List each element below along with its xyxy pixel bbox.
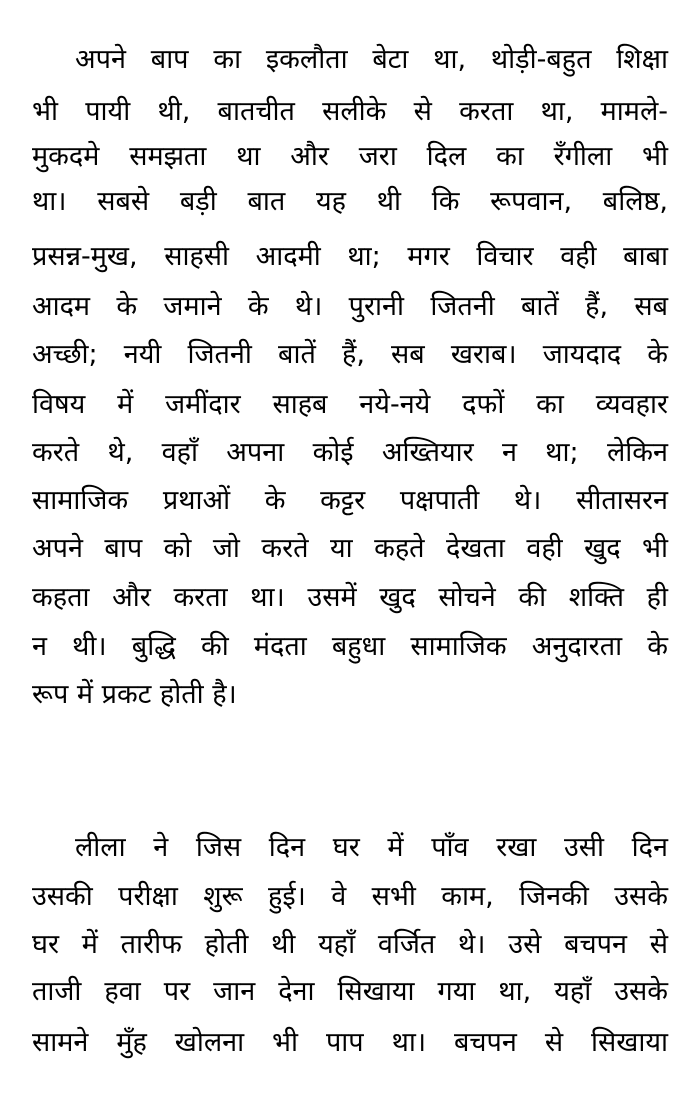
text-line: भी पायी थी, बातचीत सलीके से करता था, मामले- bbox=[32, 96, 668, 127]
text-line: कहता और करता था। उसमें खुद सोचने की शक्ति ही bbox=[32, 582, 668, 613]
text-line: अपने बाप का इकलौता बेटा था, थोड़ी-बहुत शिक्षा bbox=[75, 44, 668, 75]
text-line: सामाजिक प्रथाओं के कट्टर पक्षपाती थे। सीतासरन bbox=[32, 485, 668, 516]
text-line: ताजी हवा पर जान देना सिखाया गया था, यहाँ उसके bbox=[32, 976, 668, 1007]
text-line: विषय में जमींदार साहब नये-नये दफों का व्यवहार bbox=[32, 389, 668, 420]
text-line: रूप में प्रकट होती है। bbox=[32, 679, 237, 710]
text-line: अच्छी; नयी जितनी बातें हैं, सब खराब। जायदाद के bbox=[32, 339, 668, 370]
text-line: मुकदमे समझता था और जरा दिल का रँगीला भी bbox=[32, 141, 668, 172]
text-line: लीला ने जिस दिन घर में पाँव रखा उसी दिन bbox=[75, 832, 668, 863]
text-line: अपने बाप को जो करते या कहते देखता वही खुद भी bbox=[32, 533, 668, 564]
text-line: प्रसन्न-मुख, साहसी आदमी था; मगर विचार वही बाबा bbox=[32, 241, 668, 272]
text-line: करते थे, वहाँ अपना कोई अख्तियार न था; लेकिन bbox=[32, 437, 668, 468]
text-line: था। सबसे बड़ी बात यह थी कि रूपवान, बलिष्ठ, bbox=[32, 186, 668, 217]
text-line: उसकी परीक्षा शुरू हुई। वे सभी काम, जिनकी उसके bbox=[32, 881, 668, 912]
text-line: आदम के जमाने के थे। पुरानी जितनी बातें हैं, सब bbox=[32, 291, 668, 322]
text-line: घर में तारीफ होती थी यहाँ वर्जित थे। उसे बचपन से bbox=[32, 929, 668, 960]
text-line: सामने मुँह खोलना भी पाप था। बचपन से सिखाया bbox=[32, 1027, 668, 1058]
text-line: न थी। बुद्धि की मंदता बहुधा सामाजिक अनुदारता के bbox=[32, 631, 668, 662]
